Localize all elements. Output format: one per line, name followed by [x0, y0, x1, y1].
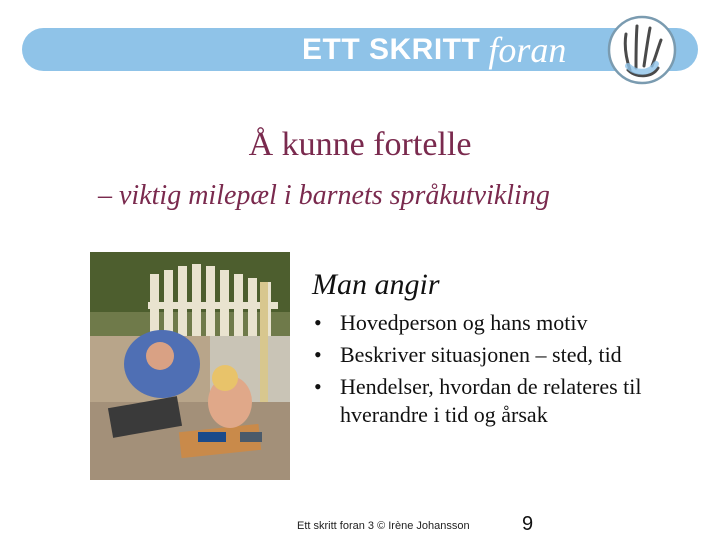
slide-subtitle: – viktig milepæl i barnets språkutvikling	[98, 180, 550, 211]
brand-main-text: ETT SKRITT	[302, 32, 481, 66]
footer-credit: Ett skritt foran 3 © Irène Johansson	[297, 520, 470, 532]
brand-script-text: foran	[488, 29, 567, 70]
bullet-marker: •	[314, 310, 322, 335]
lead-text: Man angir	[312, 268, 440, 301]
list-item	[312, 373, 704, 429]
bullet-marker: •	[314, 374, 322, 399]
photo-father-son-woodwork	[90, 252, 290, 480]
brand-wordmark	[302, 28, 566, 71]
bullet-text: Hendelser, hvordan de relateres til hverandre i tid og årsak	[340, 374, 642, 427]
bullet-text: Hovedperson og hans motiv	[340, 310, 588, 335]
list-item	[312, 309, 704, 337]
bullet-text: Beskriver situasjonen – sted, tid	[340, 342, 622, 367]
bullet-marker: •	[314, 342, 322, 367]
hand-icon	[606, 8, 678, 92]
page-number: 9	[522, 513, 534, 535]
slide-title: Å kunne fortelle	[248, 126, 472, 163]
bullet-list	[312, 309, 704, 433]
list-item	[312, 341, 704, 369]
